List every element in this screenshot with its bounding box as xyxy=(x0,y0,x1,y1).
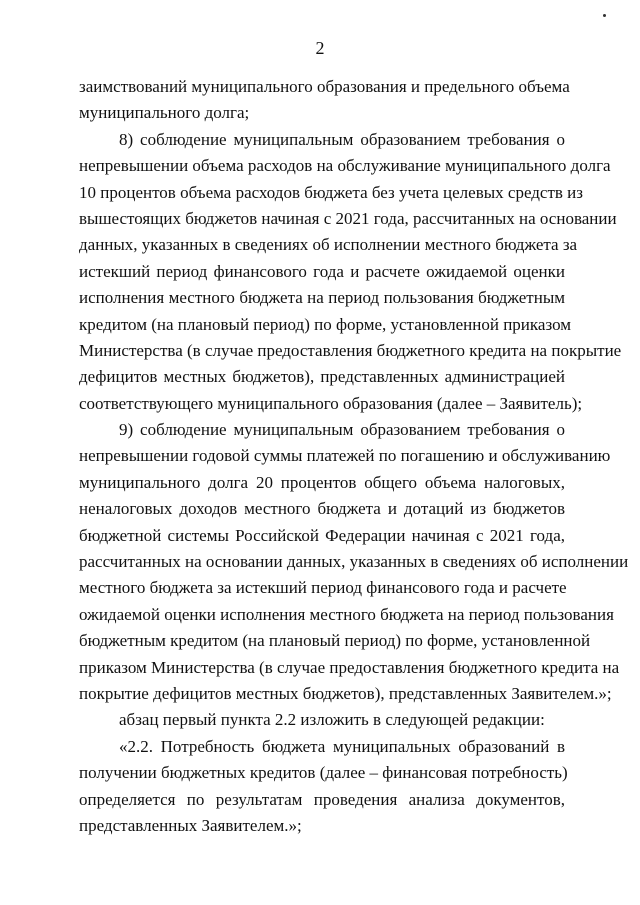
text-line: кредитом (на плановый период) по форме, установленной приказом xyxy=(79,314,572,334)
text-line: Министерства (в случае предоставления бюджетного кредита на покрытие xyxy=(79,340,622,360)
text-line: получении бюджетных кредитов (далее – финансовая потребность) xyxy=(79,763,568,783)
text-line: истекший период финансового года и расчете ожидаемой оценки xyxy=(79,261,565,281)
text-line: покрытие дефицитов местных бюджетов), представленных Заявителем.»; xyxy=(79,683,612,703)
text-line: соответствующего муниципального образования (далее – Заявитель); xyxy=(79,393,583,413)
text-line: приказом Министерства (в случае предоставления бюджетного кредита на xyxy=(79,657,620,677)
text-line: муниципального долга 20 процентов общего объема налоговых, xyxy=(79,472,565,492)
text-line: бюджетной системы Российской Федерации начиная с 2021 года, xyxy=(79,525,565,545)
text-line: абзац первый пункта 2.2 изложить в следующей редакции: xyxy=(119,710,545,730)
paragraph-continuation xyxy=(79,74,570,127)
text-line: данных, указанных в сведениях об исполнении местного бюджета за xyxy=(79,235,578,255)
text-line: заимствований муниципального образования и предельного объема xyxy=(79,77,570,96)
text-line: ожидаемой оценки исполнения местного бюджета на период пользования xyxy=(79,604,614,624)
text-line: 8) соблюдение муниципальным образованием требования о xyxy=(119,129,565,149)
text-line: непревышении объема расходов на обслуживание муниципального долга xyxy=(79,156,611,176)
document-body xyxy=(79,74,629,839)
paragraph-item-8 xyxy=(79,127,622,417)
text-line: исполнения местного бюджета на период пользования бюджетным xyxy=(79,288,565,308)
text-line: неналоговых доходов местного бюджета и дотаций из бюджетов xyxy=(79,499,565,519)
text-line: 10 процентов объема расходов бюджета без учета целевых средств из xyxy=(79,182,583,202)
scan-speck xyxy=(603,14,606,17)
paragraph-clause-2-2 xyxy=(79,734,568,840)
text-line: бюджетным кредитом (на плановый период) по форме, установленной xyxy=(79,631,591,651)
paragraph-item-9 xyxy=(79,417,629,707)
text-line: вышестоящих бюджетов начиная с 2021 года, рассчитанных на основании xyxy=(79,208,617,228)
text-line: «2.2. Потребность бюджета муниципальных образований в xyxy=(119,736,565,756)
paragraph-amendment-intro xyxy=(79,707,565,733)
page-number: 2 xyxy=(315,38,325,58)
text-line: муниципального долга; xyxy=(79,103,250,123)
text-line: непревышении годовой суммы платежей по погашению и обслуживанию xyxy=(79,446,611,466)
text-line: местного бюджета за истекший период финансового года и расчете xyxy=(79,578,567,598)
text-line: 9) соблюдение муниципальным образованием требования о xyxy=(119,420,565,440)
text-line: представленных Заявителем.»; xyxy=(79,815,302,835)
text-line: рассчитанных на основании данных, указанных в сведениях об исполнении xyxy=(79,552,629,572)
text-line: дефицитов местных бюджетов), представленных администрацией xyxy=(79,367,565,387)
text-line: определяется по результатам проведения анализа документов, xyxy=(79,789,565,809)
